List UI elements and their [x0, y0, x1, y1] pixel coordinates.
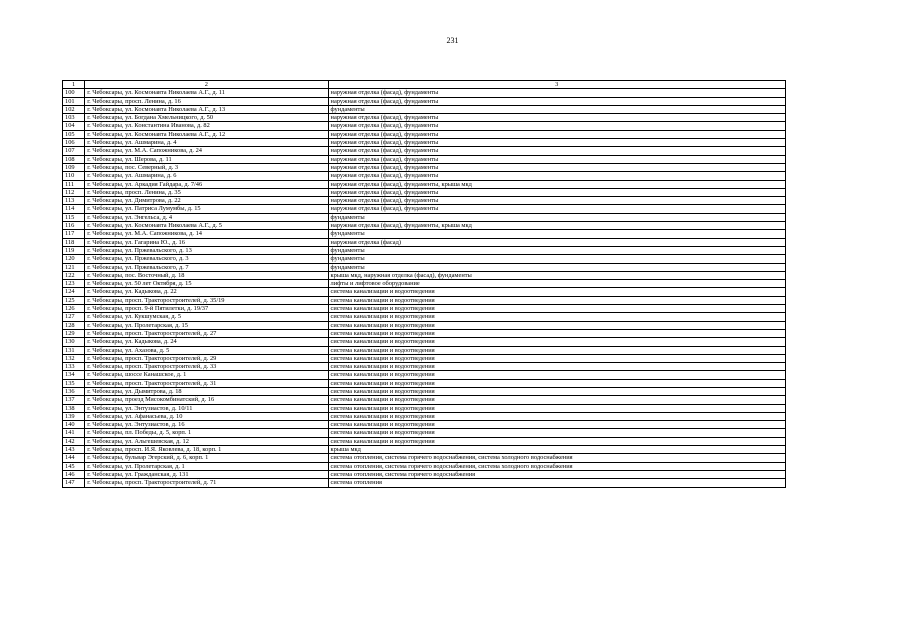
registry-table: [62, 80, 786, 488]
row-address: г. Чебоксары, ул. Дымитрова, д. 18: [85, 387, 328, 395]
table-row: [63, 454, 786, 462]
table-row: [63, 130, 786, 138]
row-number: 122: [63, 271, 85, 279]
table-row: [63, 462, 786, 470]
table-row: [63, 246, 786, 254]
table-row: [63, 89, 786, 97]
table-row: [63, 387, 786, 395]
table-row: [63, 122, 786, 130]
row-work-type: система канализации и водоотведения: [328, 296, 785, 304]
row-number: 106: [63, 139, 85, 147]
row-work-type: система канализации и водоотведения: [328, 429, 785, 437]
row-work-type: система канализации и водоотведения: [328, 288, 785, 296]
row-number: 135: [63, 379, 85, 387]
table-row: [63, 379, 786, 387]
row-number: 147: [63, 479, 85, 487]
header-col-3: 3: [328, 81, 785, 89]
table-row: [63, 296, 786, 304]
table-row: [63, 363, 786, 371]
row-number: 143: [63, 446, 85, 454]
row-work-type: система канализации и водоотведения: [328, 338, 785, 346]
row-work-type: система отопления, система горячего водоснабжения: [328, 470, 785, 478]
row-address: г. Чебоксары, ул. Пролетарская, д. 15: [85, 321, 328, 329]
row-address: г. Чебоксары, ул. Кадыкова, д. 22: [85, 288, 328, 296]
table-row: [63, 97, 786, 105]
row-address: г. Чебоксары, просп. Тракторостроителей, д. 35/19: [85, 296, 328, 304]
row-number: 134: [63, 371, 85, 379]
row-address: г. Чебоксары, просп. Ленина, д. 35: [85, 188, 328, 196]
row-work-type: система канализации и водоотведения: [328, 371, 785, 379]
table-row: [63, 288, 786, 296]
row-address: г. Чебоксары, ул. Энтузиастов, д. 16: [85, 421, 328, 429]
row-address: г. Чебоксары, ул. Космонавта Николаева А.Г., д. 12: [85, 130, 328, 138]
row-number: 109: [63, 163, 85, 171]
table-row: [63, 321, 786, 329]
row-address: г. Чебоксары, ул. Энгельса, д. 4: [85, 213, 328, 221]
row-work-type: система канализации и водоотведения: [328, 404, 785, 412]
row-number: 107: [63, 147, 85, 155]
row-address: г. Чебоксары, просп. Тракторостроителей, д. 29: [85, 354, 328, 362]
row-address: г. Чебоксары, ул. Космонавта Николаева А.Г., д. 13: [85, 105, 328, 113]
row-address: г. Чебоксары, ул. Пролетарская, д. 1: [85, 462, 328, 470]
row-work-type: наружная отделка (фасад), фундаменты: [328, 147, 785, 155]
row-work-type: фундаменты: [328, 213, 785, 221]
table-row: [63, 354, 786, 362]
row-number: 126: [63, 305, 85, 313]
row-number: 130: [63, 338, 85, 346]
table-row: [63, 163, 786, 171]
row-number: 113: [63, 197, 85, 205]
row-work-type: система канализации и водоотведения: [328, 412, 785, 420]
table-row: [63, 105, 786, 113]
row-work-type: система канализации и водоотведения: [328, 379, 785, 387]
row-number: 133: [63, 363, 85, 371]
row-number: 104: [63, 122, 85, 130]
row-number: 101: [63, 97, 85, 105]
row-work-type: наружная отделка (фасад), фундаменты: [328, 205, 785, 213]
row-address: г. Чебоксары, просп. И.Я. Яковлева, д. 18, корп. 1: [85, 446, 328, 454]
row-number: 144: [63, 454, 85, 462]
row-work-type: система отопления, система горячего водоснабжения, система холодного водоснабжения: [328, 454, 785, 462]
row-work-type: наружная отделка (фасад), фундаменты: [328, 122, 785, 130]
row-work-type: система канализации и водоотведения: [328, 346, 785, 354]
row-number: 140: [63, 421, 85, 429]
row-address: г. Чебоксары, просп. Ленина, д. 16: [85, 97, 328, 105]
table-row: [63, 429, 786, 437]
table-row: [63, 396, 786, 404]
row-number: 123: [63, 280, 85, 288]
row-work-type: система канализации и водоотведения: [328, 313, 785, 321]
table-row: [63, 271, 786, 279]
table-row: [63, 446, 786, 454]
row-number: 110: [63, 172, 85, 180]
table-row: [63, 114, 786, 122]
row-address: г. Чебоксары, просп. Тракторостроителей, д. 33: [85, 363, 328, 371]
row-number: 103: [63, 114, 85, 122]
row-number: 137: [63, 396, 85, 404]
row-work-type: фундаменты: [328, 263, 785, 271]
row-number: 100: [63, 89, 85, 97]
row-number: 141: [63, 429, 85, 437]
table-row: [63, 197, 786, 205]
row-address: г. Чебоксары, пос. Северный, д. 3: [85, 163, 328, 171]
table-header: [63, 81, 786, 89]
row-work-type: наружная отделка (фасад), фундаменты: [328, 89, 785, 97]
row-address: г. Чебоксары, ул. Димитрова, д. 22: [85, 197, 328, 205]
row-work-type: система канализации и водоотведения: [328, 354, 785, 362]
row-number: 142: [63, 437, 85, 445]
row-work-type: наружная отделка (фасад), фундаменты: [328, 188, 785, 196]
row-number: 102: [63, 105, 85, 113]
row-address: г. Чебоксары, ул. Энтузиастов, д. 10/11: [85, 404, 328, 412]
row-number: 108: [63, 155, 85, 163]
row-work-type: наружная отделка (фасад), фундаменты: [328, 172, 785, 180]
row-number: 114: [63, 205, 85, 213]
row-address: г. Чебоксары, пос. Восточный, д. 18: [85, 271, 328, 279]
row-number: 127: [63, 313, 85, 321]
table-row: [63, 371, 786, 379]
row-work-type: система канализации и водоотведения: [328, 321, 785, 329]
row-number: 125: [63, 296, 85, 304]
row-work-type: система канализации и водоотведения: [328, 387, 785, 395]
row-address: г. Чебоксары, просп. 9-й Пятилетки, д. 19/37: [85, 305, 328, 313]
table-row: [63, 470, 786, 478]
row-number: 146: [63, 470, 85, 478]
row-address: г. Чебоксары, ул. Пржевальского, д. 7: [85, 263, 328, 271]
row-work-type: наружная отделка (фасад), фундаменты: [328, 130, 785, 138]
row-address: г. Чебоксары, ул. 50 лет Октября, д. 15: [85, 280, 328, 288]
row-work-type: наружная отделка (фасад), фундаменты: [328, 97, 785, 105]
row-number: 124: [63, 288, 85, 296]
row-address: г. Чебоксары, ул. Аркадия Гайдара, д. 7/46: [85, 180, 328, 188]
row-work-type: наружная отделка (фасад), фундаменты: [328, 155, 785, 163]
row-work-type: наружная отделка (фасад), фундаменты: [328, 139, 785, 147]
row-work-type: фундаменты: [328, 255, 785, 263]
table-row: [63, 139, 786, 147]
header-col-1: 1: [63, 81, 85, 89]
row-work-type: система канализации и водоотведения: [328, 396, 785, 404]
row-work-type: наружная отделка (фасад), фундаменты, крыша мкд: [328, 222, 785, 230]
table-row: [63, 305, 786, 313]
row-work-type: система отопления: [328, 479, 785, 487]
row-number: 128: [63, 321, 85, 329]
row-work-type: фундаменты: [328, 105, 785, 113]
row-number: 120: [63, 255, 85, 263]
table-row: [63, 479, 786, 487]
row-number: 115: [63, 213, 85, 221]
table-row: [63, 338, 786, 346]
row-work-type: система канализации и водоотведения: [328, 421, 785, 429]
row-address: г. Чебоксары, просп. Тракторостроителей, д. 27: [85, 329, 328, 337]
table-row: [63, 437, 786, 445]
row-address: г. Чебоксары, ул. Шерова, д. 11: [85, 155, 328, 163]
row-work-type: система отопления, система горячего водоснабжения, система холодного водоснабжения: [328, 462, 785, 470]
row-address: г. Чебоксары, ул. Константина Иванова, д. 82: [85, 122, 328, 130]
table-row: [63, 188, 786, 196]
row-number: 132: [63, 354, 85, 362]
table-row: [63, 255, 786, 263]
row-number: 112: [63, 188, 85, 196]
row-number: 105: [63, 130, 85, 138]
row-address: г. Чебоксары, шоссе Канашское, д. 1: [85, 371, 328, 379]
row-work-type: лифты и лифтовое оборудование: [328, 280, 785, 288]
table-row: [63, 222, 786, 230]
row-address: г. Чебоксары, ул. Космонавта Николаева А.Г., д. 5: [85, 222, 328, 230]
table-row: [63, 280, 786, 288]
row-number: 138: [63, 404, 85, 412]
row-work-type: наружная отделка (фасад): [328, 238, 785, 246]
table-row: [63, 155, 786, 163]
row-number: 111: [63, 180, 85, 188]
row-address: г. Чебоксары, ул. Кукшумская, д. 5: [85, 313, 328, 321]
table-row: [63, 205, 786, 213]
row-number: 129: [63, 329, 85, 337]
row-number: 118: [63, 238, 85, 246]
row-address: г. Чебоксары, пл. Победы, д. 5, корп. 1: [85, 429, 328, 437]
row-number: 116: [63, 222, 85, 230]
row-number: 136: [63, 387, 85, 395]
row-work-type: фундаменты: [328, 246, 785, 254]
row-number: 145: [63, 462, 85, 470]
row-number: 131: [63, 346, 85, 354]
row-address: г. Чебоксары, ул. Ахазова, д. 5: [85, 346, 328, 354]
row-address: г. Чебоксары, ул. Пржевальского, д. 13: [85, 246, 328, 254]
table-row: [63, 313, 786, 321]
header-row: [63, 81, 786, 89]
table-row: [63, 346, 786, 354]
table-body: [63, 89, 786, 487]
row-number: 117: [63, 230, 85, 238]
row-address: г. Чебоксары, ул. Ашмарина, д. 6: [85, 172, 328, 180]
row-address: г. Чебоксары, ул. Патриса Лумумбы, д. 15: [85, 205, 328, 213]
row-number: 121: [63, 263, 85, 271]
table-row: [63, 213, 786, 221]
row-work-type: крыша мкд, наружная отделка (фасад), фундаменты: [328, 271, 785, 279]
row-number: 139: [63, 412, 85, 420]
row-address: г. Чебоксары, проезд Мясокомбинатский, д. 16: [85, 396, 328, 404]
row-work-type: система канализации и водоотведения: [328, 305, 785, 313]
header-col-2: 2: [85, 81, 328, 89]
table-row: [63, 412, 786, 420]
row-address: г. Чебоксары, ул. Космонавта Николаева А.Г., д. 11: [85, 89, 328, 97]
row-work-type: наружная отделка (фасад), фундаменты: [328, 197, 785, 205]
row-work-type: наружная отделка (фасад), фундаменты: [328, 114, 785, 122]
row-work-type: фундаменты: [328, 230, 785, 238]
row-address: г. Чебоксары, ул. Кадыкова, д. 24: [85, 338, 328, 346]
row-address: г. Чебоксары, ул. Богдана Хмельницкого, д. 50: [85, 114, 328, 122]
row-address: г. Чебоксары, ул. М.А. Сапожникова, д. 14: [85, 230, 328, 238]
row-number: 119: [63, 246, 85, 254]
table-row: [63, 180, 786, 188]
row-address: г. Чебоксары, ул. Пржевальского, д. 3: [85, 255, 328, 263]
row-address: г. Чебоксары, ул. М.А. Сапожникова, д. 24: [85, 147, 328, 155]
row-work-type: наружная отделка (фасад), фундаменты, крыша мкд: [328, 180, 785, 188]
table-row: [63, 404, 786, 412]
row-work-type: крыша мкд: [328, 446, 785, 454]
row-address: г. Чебоксары, ул. Гражданская, д. 131: [85, 470, 328, 478]
page-number: 231: [446, 36, 459, 45]
table-row: [63, 172, 786, 180]
row-work-type: система канализации и водоотведения: [328, 329, 785, 337]
row-work-type: наружная отделка (фасад), фундаменты: [328, 163, 785, 171]
table-row: [63, 147, 786, 155]
table-row: [63, 263, 786, 271]
table-row: [63, 329, 786, 337]
table-row: [63, 238, 786, 246]
row-address: г. Чебоксары, ул. Гагарина Ю., д. 16: [85, 238, 328, 246]
row-address: г. Чебоксары, ул. Афанасьева, д. 10: [85, 412, 328, 420]
row-work-type: система канализации и водоотведения: [328, 363, 785, 371]
row-work-type: система канализации и водоотведения: [328, 437, 785, 445]
row-address: г. Чебоксары, бульвар Эгерский, д. 6, корп. 1: [85, 454, 328, 462]
row-address: г. Чебоксары, ул. Ашмарина, д. 4: [85, 139, 328, 147]
table-row: [63, 230, 786, 238]
table-row: [63, 421, 786, 429]
row-address: г. Чебоксары, ул. Альгешевская, д. 12: [85, 437, 328, 445]
row-address: г. Чебоксары, просп. Тракторостроителей, д. 31: [85, 379, 328, 387]
row-address: г. Чебоксары, просп. Тракторостроителей, д. 71: [85, 479, 328, 487]
